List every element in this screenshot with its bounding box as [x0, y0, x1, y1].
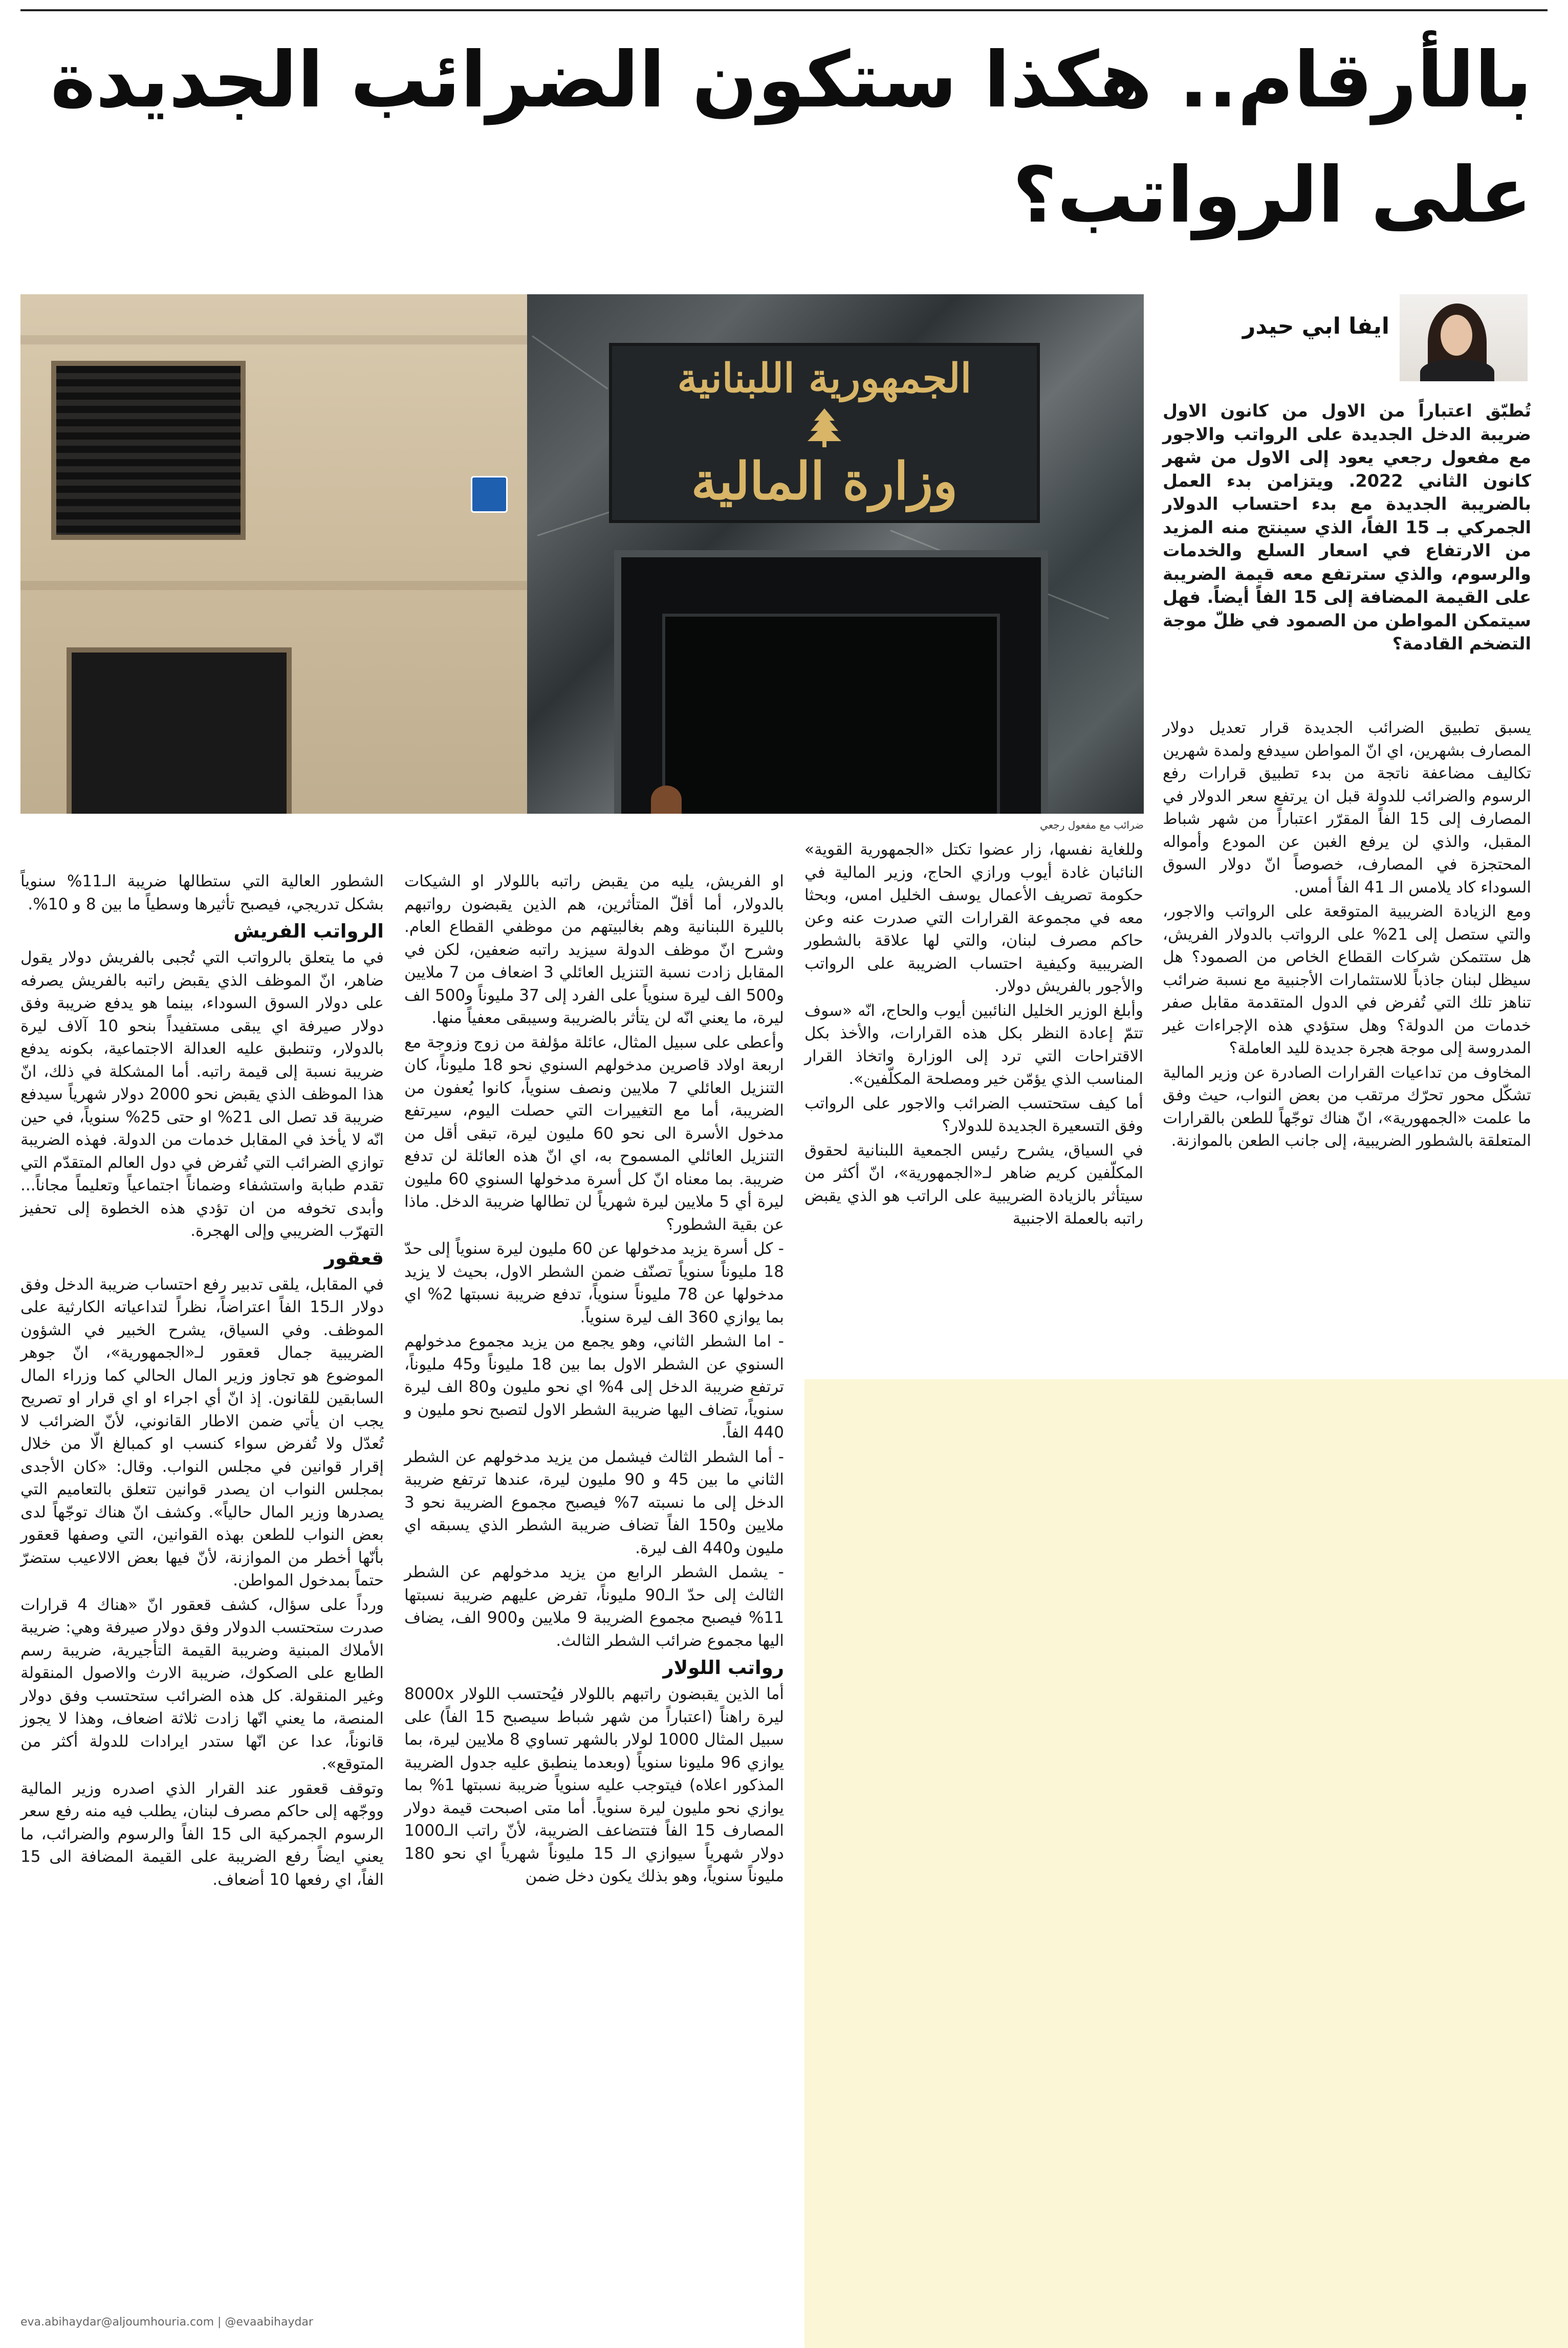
entrance-door: [614, 550, 1048, 814]
paragraph: - يشمل الشطر الرابع من يزيد مدخولهم عن الشطر الثالث إلى حدّ الـ90 مليوناً، تفرض عليهم ضريبة نسبتها 11% فيصبح مجموع الضريبة 9 ملايين و900 الف، يضاف اليها مجموع ضرائب الشطر الثالث.: [404, 1563, 784, 1650]
door-opening: [662, 614, 1000, 814]
ad-space: [804, 1379, 1568, 2348]
article-column-2: [804, 838, 1143, 1232]
shuttered-window: [51, 361, 246, 540]
article-column-1: [1163, 716, 1531, 1154]
section-heading: رواتب اللولار: [663, 1657, 784, 1679]
paragraph: وأعطى على سبيل المثال، عائلة مؤلفة من زوج وزوجة مع اربعة اولاد قاصرين مدخولهم السنوي نحو 18 مليوناً، كان التنزيل العائلي 7 ملايين ونصف سنوياً، كانوا يُعفون من الضريبة، أما مع التغييرات التي حصلت اليوم، سيرتفع مدخول الأسرة الى نحو 60 مليون ليرة، تبقى أقل من التنزيل العائلي المسموح به، اي انّ هذه العائلة لن تدفع ضريبة. بما معناه انّ كل أسرة مدخولها السنوي 60 مليون ليرة أي 5 ملايين ليرة شهرياً لن تطالها ضريبة الدخل. ماذا عن بقية الشطور؟: [404, 1033, 784, 1234]
paragraph: وللغاية نفسها، زار عضوا تكتل «الجمهورية القوية» النائبان غادة أيوب ورازي الحاج، وزير المالية في حكومة تصريف الأعمال يوسف الخليل امس، وبحثا معه في مجموعة القرارات التي صدرت عنه وعن حاكم مصرف لبنان، والتي لها علاقة بالشطور الضريبية وكيفية احتساب الضريبة على الرواتب والأجور بالفريش دولار.: [804, 840, 1143, 995]
article-lede: تُطبّق اعتباراً من الاول من كانون الاول ضريبة الدخل الجديدة على الرواتب والاجور مع مفعول رجعي يعود إلى الاول من شهر كانون الثاني 2022. ويتزامن بدء العمل بالضريبة الجديدة مع بدء احتساب الدولار الجمركي بـ 15 الفاً، الذي سينتج منه المزيد من الارتفاع في اسعار السلع والخدمات والرسوم، والذي سترتفع معه قيمة الضريبة على القيمة المضافة إلى 15 الفاً أيضاً. فهل سيتمكن المواطن من الصمود في ظلّ موجة التضخم القادمة؟: [1163, 401, 1532, 654]
photo-caption: ضرائب مع مفعول رجعي: [1040, 819, 1144, 831]
passerby-figure: [651, 786, 682, 814]
paragraph: الشطور العالية التي ستطالها ضريبة الـ11% سنوياً بشكل تدريجي، فيصبح تأثيرها وسطياً ما بين 8 و 10%.: [20, 872, 384, 914]
article-headline: بالأرقام.. هكذا ستكون الضرائب الجديدة على الرواتب؟: [50, 36, 1532, 240]
article-photo: [20, 294, 1144, 814]
paragraph: - كل أسرة يزيد مدخولها عن 60 مليون ليرة سنوياً إلى حدّ 18 مليوناً سنوياً تصنّف ضمن الشطر الاول، بحيث لا يزيد مدخولها عن 78 مليوناً سنوياً، تدفع ضريبة نسبتها 2% اي بما يوازي 360 الف ليرة سنوياً.: [404, 1240, 784, 1327]
article-column-4: [20, 870, 384, 1893]
paragraph: المخاوف من تداعيات القرارات الصادرة عن وزير المالية تشكّل محور تحرّك مرتقب من بعض النواب، حيث وفق ما علمت «الجمهورية»، انّ هناك توجّهاً للطعن بالقرارات المتعلقة بالشطور الضريبية، إلى جانب الطعن بالموازنة.: [1163, 1063, 1531, 1150]
author-name: ايفا ابي حيدر: [1243, 313, 1389, 339]
paragraph: ورداً على سؤال، كشف قعقور انّ «هناك 4 قرارات صدرت ستحتسب الدولار وفق دولار صيرفة وهي: ضريبة الأملاك المبنية وضريبة القيمة التأجيرية، ضريبة رسم الطابع على الصكوك، ضريبة الارث والاصول المنقولة وغير المنقولة. كل هذه الضرائب ستحتسب وفق دولار المنصة، ما يعني انّها زادت ثلاثة اضعاف، وهذا لا يجوز قانوناً، عدا عن انّها ستدر ايرادات للدولة أكثر من المتوقع».: [20, 1595, 384, 1773]
paragraph: ومع الزيادة الضريبية المتوقعة على الرواتب والاجور، والتي ستصل إلى 21% على الرواتب بالدولار الفريش، هل ستتمكن شركات القطاع الخاص من الصمود؟ هل سيظل لبنان جاذباً للاستثمارات الأجنبية مع نسبة ضرائب تناهز تلك التي تُفرض في الدول المتقدمة مقابل صفر خدمات من الدولة؟ وهل ستؤدي هذه الإجراءات غير المدروسة إلى موجة هجرة جديدة لليد العاملة؟: [1163, 902, 1531, 1057]
author-photo: [1400, 294, 1528, 381]
article-column-3: [404, 870, 784, 1889]
paragraph: في المقابل، يلقى تدبير رفع احتساب ضريبة الدخل وفق دولار الـ15 الفاً اعتراضاً، نظراً لتداعياته الكارثية على الموظف. وفي السياق، يشرح الخبير في الشؤون الضريبية جمال قعقور لـ«الجمهورية»، انّ جوهر الموضوع هو تجاوز وزير المال الحالي كما وزراء المال السابقين للقانون. إذ انّ أي اجراء او اي قرار او تصريح يجب ان يأتي ضمن الاطار القانوني، لأنّ الضرائب لا تُعدّل ولا تُفرض سواء كنسب او كمبالغ الّا من خلال إقرار قوانين في مجلس النواب. وقال: «كان الأجدى بمجلس النواب ان يصدر قوانين تتعلق بالتعاميم التي يصدرها وزير المال حالياً». وكشف انّ هناك توجّهاً لدى بعض النواب للطعن بهذه القوانين، التي وصفها قعقور بأنّها أخطر من الموازنة، لأنّ فيها بعض الالاعيب ستضرّ حتماً بمدخول المواطن.: [20, 1275, 384, 1590]
ministry-sign: [609, 343, 1040, 523]
paragraph: في ما يتعلق بالرواتب التي تُجبى بالفريش دولار يقول ضاهر، انّ الموظف الذي يقبض راتبه بالفريش يصرفه على دولار السوق السوداء، بينما هو يدفع ضريبة وفق دولار صيرفة اي يبقى مستفيداً بنحو 10 آلاف ليرة بالدولار، وتنطبق عليه العدالة الاجتماعية، بكونه يدفع ضريبة نسبة إلى قيمة راتبه. أما المشكلة في ذلك، انّ هذا الموظف الذي يقبض نحو 2000 دولار شهرياً سيدفع ضريبة قد تصل الى 21% او حتى 25% سنوياً، في حين انّه لا يأخذ في المقابل خدمات من الدولة. فهذه الضريبة توازي الضرائب التي تُفرض في دول العالم المتقدّم التي تقدم طبابة واستشفاء وضماناً اجتماعياً وتعليماً مجاناً... وأبدى تخوفه من ان تؤدي هذه الخطوة إلى تحفيز التهرّب الضريبي وإلى الهجرة.: [20, 948, 384, 1240]
wall-stripe: [20, 581, 527, 590]
lower-window: [67, 647, 292, 814]
author-contact: eva.abihaydar@aljoumhouria.com | @evaabihaydar: [20, 2316, 313, 2329]
author-face: [1441, 315, 1472, 356]
author-body: [1420, 360, 1494, 381]
sign-text-ministry: وزارة المالية: [691, 451, 958, 511]
sign-text-republic: الجمهورية اللبنانية: [677, 355, 972, 402]
paragraph: وأبلغ الوزير الخليل النائبين أيوب والحاج، انّه «سوف تتمّ إعادة النظر بكل هذه القرارات، والأخذ بكل الاقتراحات التي ترد إلى الوزارة واتخاذ القرار المناسب الذي يؤمّن خير ومصلحة المكلّفين».: [804, 1001, 1143, 1088]
paragraph: في السياق، يشرح رئيس الجمعية اللبنانية لحقوق المكلّفين كريم ضاهر لـ«الجمهورية»، انّ أكثر من سيتأثر بالزيادة الضريبية على الراتب هو الذي يقبض راتبه بالعملة الاجنبية: [804, 1141, 1143, 1228]
paragraph: أما كيف ستحتسب الضرائب والاجور على الرواتب وفق التسعيرة الجديدة للدولار؟: [804, 1094, 1143, 1135]
paragraph: - أما الشطر الثالث فيشمل من يزيد مدخولهم عن الشطر الثاني ما بين 45 و 90 مليون ليرة، عندها ترتفع ضريبة الدخل إلى ما نسبته 7% فيصبح مجموع الضريبة نحو 3 ملايين و150 الفاً تضاف ضريبة الشطر الذي يسبقه اي مليون و440 الف ليرة.: [404, 1447, 785, 1557]
cedar-icon: [807, 407, 842, 448]
street-number-plate: [471, 476, 508, 513]
section-heading: قعقور: [324, 1247, 384, 1269]
top-rule: [20, 9, 1548, 11]
section-heading: الرواتب الفريش: [233, 920, 384, 942]
paragraph: أما الذين يقبضون راتبهم باللولار فيُحتسب اللولار 8000x ليرة راهناً (اعتباراً من شهر شباط سيصبح 15 الفاً) على سبيل المثال 1000 لولار بالشهر تساوي 8 ملايين ليرة، بما يوازي 96 مليونا سنوياً (وبعدما ينطبق عليه جدول الضريبة المذكور اعلاه) فيتوجب عليه سنوياً ضريبة نسبتها 1% بما يوازي نحو مليون ليرة سنوياً. أما متى اصبحت قيمة دولار المصارف 15 الفاً فتتضاعف الضريبة، لأنّ راتب الـ1000 دولار شهرياً سيوازي الـ 15 مليوناً شهرياً اي نحو 180 مليوناً سنوياً، وهو بذلك يكون دخل ضمن: [404, 1685, 785, 1885]
paragraph: - اما الشطر الثاني، وهو يجمع من يزيد مجموع مدخولهم السنوي عن الشطر الاول بما بين 18 مليوناً و45 مليوناً، ترتفع ضريبة الدخل إلى 4% اي نحو مليون و80 الف ليرة سنوياً، تضاف اليها ضريبة الشطر الاول لتصبح نحو مليون و 440 الفاً.: [404, 1332, 784, 1442]
paragraph: يسبق تطبيق الضرائب الجديدة قرار تعديل دولار المصارف بشهرين، اي انّ المواطن سيدفع ولمدة شهرين تكاليف مضاعفة ناتجة من بدء تطبيق قرارات رفع الرسوم والضرائب للدولة قبل ان يرتفع سعر الدولار في المصارف إلى 15 الفاً المقرّر اعتباراً من شهر شباط المقبل، والذي لن يرفع الغبن عن المودع وأمواله المحتجزة في المصارف، خصوصاً انّ دولار السوق السوداء كاد يلامس الـ 41 الفاً أمس.: [1163, 719, 1531, 897]
wall-stripe: [20, 335, 527, 344]
paragraph: وتوقف قعقور عند القرار الذي اصدره وزير المالية ووجّهه إلى حاكم مصرف لبنان، يطلب فيه منه رفع سعر الرسوم الجمركية الى 15 الفاً والرسوم والضرائب، ما يعني ايضاً رفع الضريبة على القيمة المضافة الى 15 الفاً، اي رفعها 10 أضعاف.: [20, 1779, 384, 1889]
paragraph: او الفريش، يليه من يقبض راتبه باللولار او الشيكات بالدولار، أما أقلّ المتأثرين، هم الذين يقبضون رواتبهم بالليرة اللبنانية وهم بغالبيتهم من موظفي القطاع العام. وشرح انّ موظف الدولة سيزيد راتبه ضعفين، لكن في المقابل زادت نسبة التنزيل العائلي 3 اضعاف من 7 ملايين و500 الف ليرة سنوياً على الفرد إلى 37 مليوناً و500 الف ليرة، ما يعني انّه لن يتأثر بالضريبة وسيبقى معفياً منها.: [404, 872, 784, 1027]
